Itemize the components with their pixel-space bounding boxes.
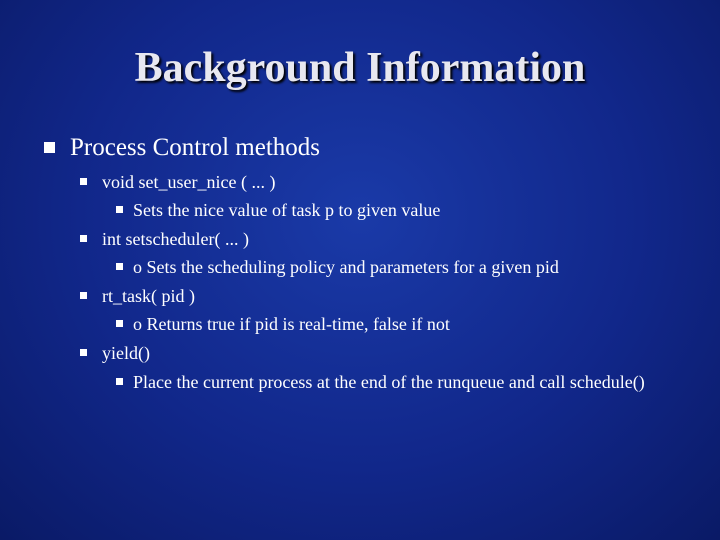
square-bullet-icon xyxy=(80,178,87,185)
square-bullet-icon xyxy=(80,292,87,299)
method-label: void set_user_nice ( ... ) xyxy=(102,172,276,192)
method-detail-text: Sets the nice value of task p to given value xyxy=(133,200,441,220)
square-bullet-icon xyxy=(80,349,87,356)
square-bullet-icon xyxy=(116,378,123,385)
method-detail xyxy=(0,197,720,223)
method-detail-text: Place the current process at the end of the runqueue and call schedule() xyxy=(133,372,645,392)
slide-title: Background Information xyxy=(134,45,586,91)
method-label: yield() xyxy=(102,343,150,363)
square-bullet-icon xyxy=(116,206,123,213)
method-label: int setscheduler( ... ) xyxy=(102,229,249,249)
method-item xyxy=(0,283,720,309)
method-detail xyxy=(0,311,720,337)
method-item xyxy=(0,169,720,195)
main-bullet-text: Process Control methods xyxy=(70,134,320,161)
square-bullet-icon xyxy=(44,142,55,153)
method-item xyxy=(0,226,720,252)
method-detail-text: o Sets the scheduling policy and parameters for a given pid xyxy=(133,257,559,277)
method-detail-text: o Returns true if pid is real-time, false if not xyxy=(133,314,450,334)
method-label: rt_task( pid ) xyxy=(102,286,195,306)
square-bullet-icon xyxy=(116,320,123,327)
method-detail xyxy=(0,369,720,419)
method-item xyxy=(0,340,720,366)
method-detail xyxy=(0,254,720,280)
square-bullet-icon xyxy=(116,263,123,270)
square-bullet-icon xyxy=(80,235,87,242)
main-bullet-row xyxy=(0,128,720,168)
